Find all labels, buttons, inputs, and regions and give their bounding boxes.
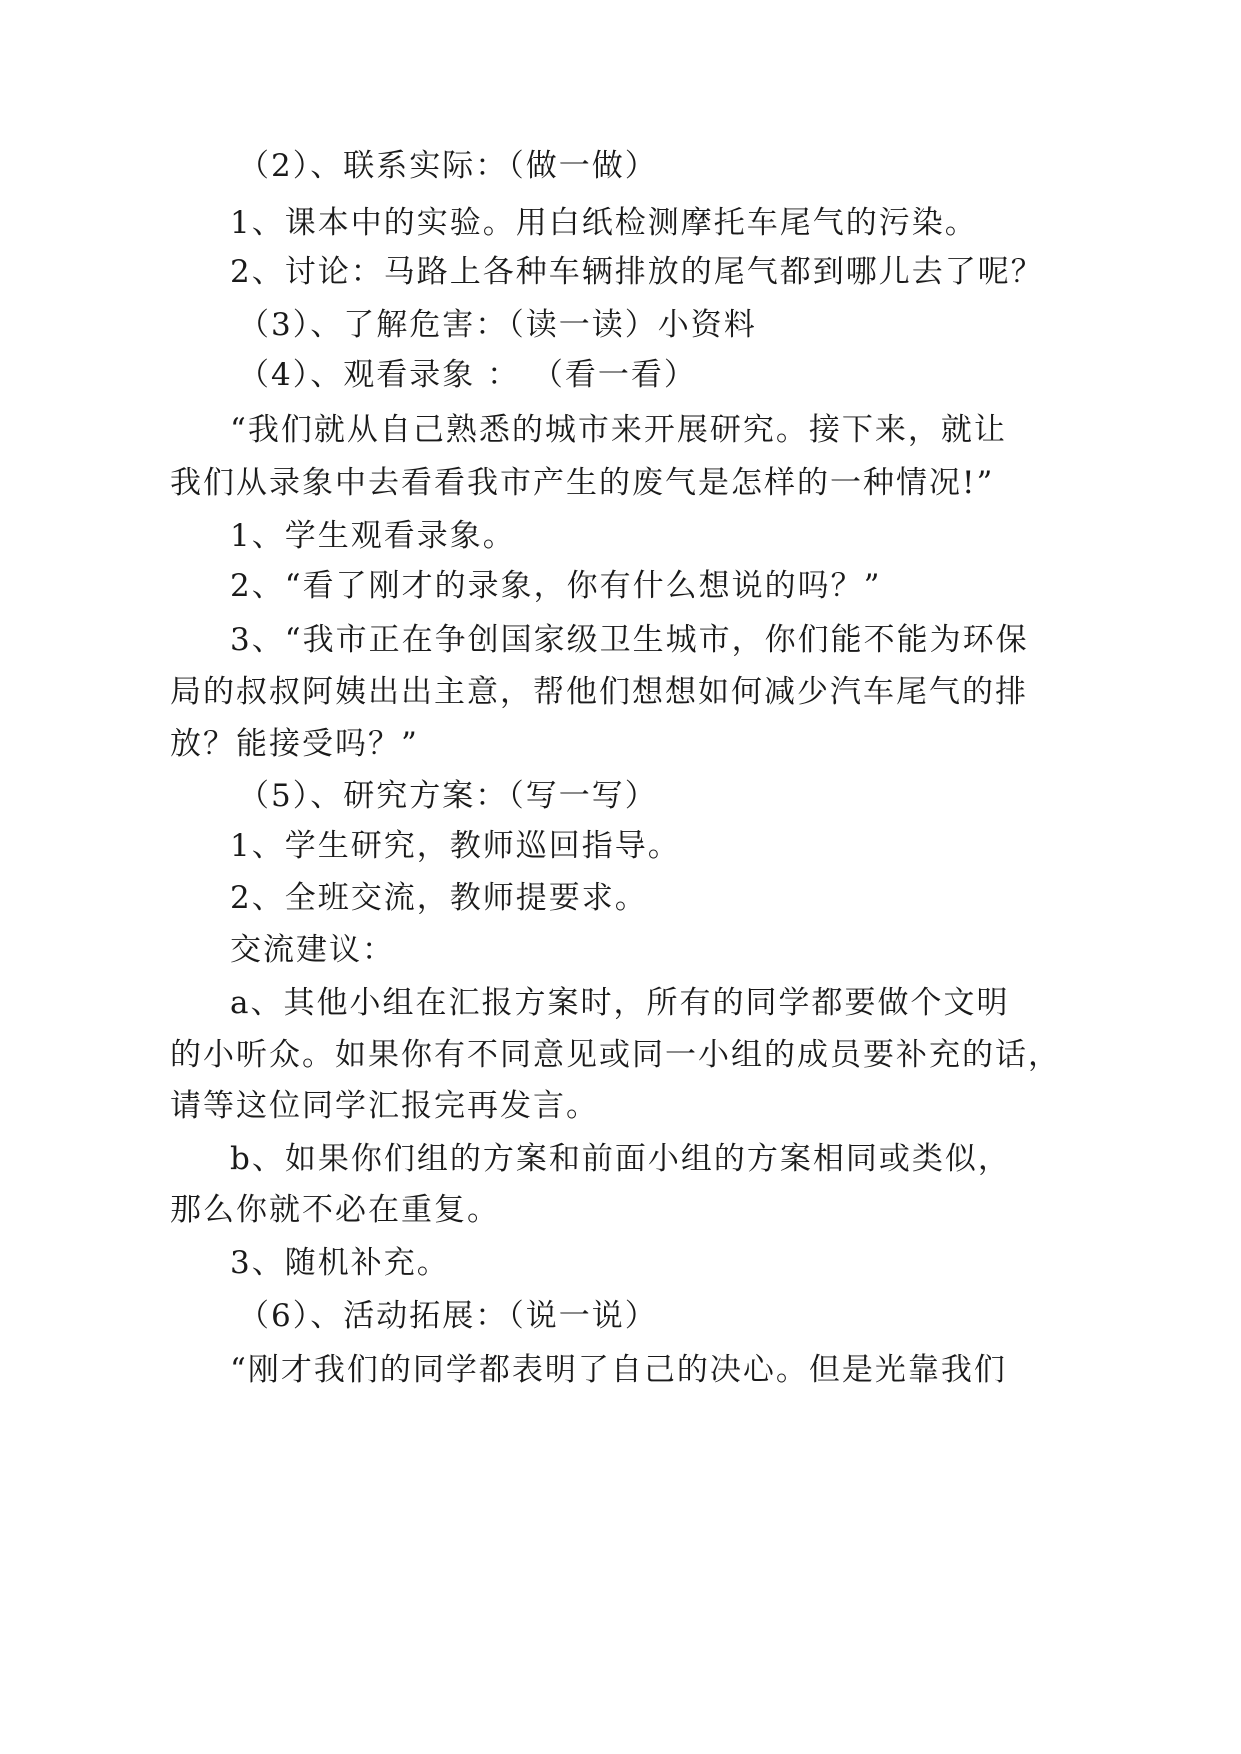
paragraph-line: 放？能接受吗？” — [170, 726, 419, 762]
paragraph-line: 2、全班交流，教师提要求。 — [230, 880, 648, 916]
paragraph-line: 那么你就不必在重复。 — [170, 1192, 500, 1228]
paragraph-line: b、如果你们组的方案和前面小组的方案相同或类似， — [230, 1141, 1011, 1177]
paragraph-line: 局的叔叔阿姨出出主意，帮他们想想如何减少汽车尾气的排 — [170, 674, 1028, 710]
paragraph-line: 2、“看了刚才的录象，你有什么想说的吗？” — [230, 568, 882, 604]
paragraph-line: “我们就从自己熟悉的城市来开展研究。接下来，就让 — [230, 412, 1007, 448]
section-heading-3: （3）、了解危害：（读一读）小资料 — [238, 307, 757, 343]
paragraph-line: 3、随机补充。 — [230, 1245, 450, 1281]
paragraph-line: 的小听众。如果你有不同意见或同一小组的成员要补充的话， — [170, 1037, 1061, 1073]
section-heading-2: （2）、联系实际：（做一做） — [238, 148, 658, 184]
paragraph-line: 3、“我市正在争创国家级卫生城市，你们能不能为环保 — [230, 622, 1029, 658]
section-heading-6: （6）、活动拓展：（说一说） — [238, 1298, 658, 1334]
paragraph-line: “刚才我们的同学都表明了自己的决心。但是光靠我们 — [230, 1352, 1007, 1388]
paragraph-line: 1、课本中的实验。用白纸检测摩托车尾气的污染。 — [230, 205, 978, 241]
paragraph-line: 1、学生观看录象。 — [230, 518, 516, 554]
paragraph-line: 1、学生研究，教师巡回指导。 — [230, 828, 681, 864]
paragraph-line: 我们从录象中去看看我市产生的废气是怎样的一种情况!” — [170, 465, 995, 501]
paragraph-line: 交流建议： — [230, 932, 395, 968]
section-heading-5: （5）、研究方案：（写一写） — [238, 778, 658, 814]
paragraph-line: 请等这位同学汇报完再发言。 — [170, 1088, 599, 1124]
section-heading-4: （4）、观看录象 ： （看一看） — [238, 357, 697, 393]
paragraph-line: a、其他小组在汇报方案时，所有的同学都要做个文明 — [230, 985, 1010, 1021]
paragraph-line: 2、讨论：马路上各种车辆排放的尾气都到哪儿去了呢？ — [230, 254, 1044, 290]
